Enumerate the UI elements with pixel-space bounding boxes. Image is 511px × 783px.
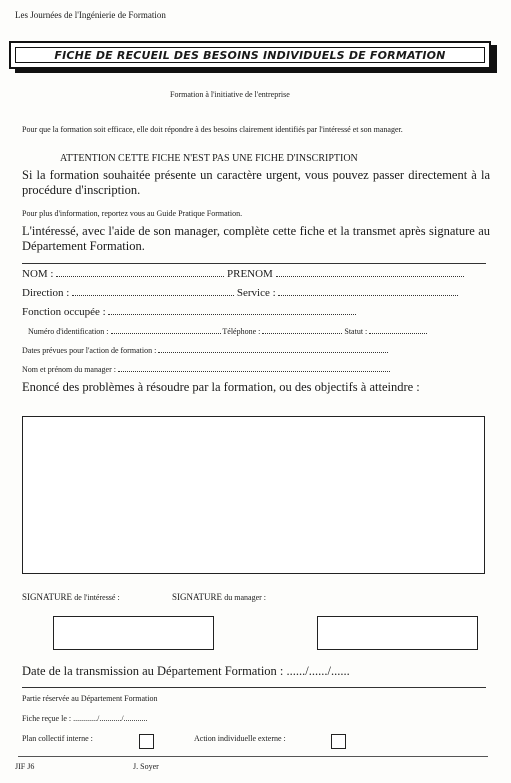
dates-label: Dates prévues pour l'action de formation : [22,346,157,355]
signature-interesse-box[interactable] [53,616,214,650]
service-label: Service : [236,287,276,299]
received-label: Fiche reçue le : [22,714,72,723]
attention-notice: ATTENTION CETTE FICHE N'EST PAS UNE FICHE D'INSCRIPTION [60,153,358,164]
procedure-notice: L'intéressé, avec l'aide de son manager, complète cette fiche et la transmet après signature au Département Formation. [22,224,490,253]
fonction-input-line[interactable] [108,307,356,315]
title-banner [9,41,491,69]
prenom-input-line[interactable] [276,269,464,277]
footer-rule [18,756,488,757]
fonction-field[interactable] [22,306,356,318]
received-field[interactable] [22,714,148,723]
intro-paragraph: Pour que la formation soit efficace, elle doit répondre à des besoins clairement identifiés par l'intéressé et son manager. [22,125,403,134]
transmission-blank[interactable]: ....../....../...... [286,664,350,678]
nom-field[interactable] [22,268,464,280]
transmission-date-field[interactable] [22,664,350,679]
direction-input-line[interactable] [72,288,234,296]
fonction-label: Fonction occupée : [22,306,106,318]
subtitle: Formation à l'initiative de l'entreprise [170,90,290,99]
page-title: FICHE DE RECUEIL DES BESOINS INDIVIDUELS DE FORMATION [15,47,485,63]
transmission-label: Date de la transmission au Département Formation : [22,664,284,678]
problems-textarea[interactable] [22,416,485,574]
running-header: Les Journées de l'Ingénierie de Formation [15,10,166,20]
numero-input-line[interactable] [111,326,221,334]
direction-label: Direction : [22,287,70,299]
problems-label: Enoncé des problèmes à résoudre par la formation, ou des objectifs à atteindre : [22,380,420,394]
individual-label: Action individuelle externe : [194,734,286,743]
collective-label: Plan collectif interne : [22,734,93,743]
footer-author: J. Soyer [133,762,159,771]
reserved-divider [22,687,486,688]
signature-interesse-label: SIGNATURE de l'intéressé : [22,592,120,602]
nom-label: NOM : [22,268,54,280]
service-input-line[interactable] [278,288,458,296]
collective-checkbox[interactable] [139,734,154,749]
urgent-notice: Si la formation souhaitée présente un caractère urgent, vous pouvez passer directement à la procédure d'inscription. [22,168,490,197]
telephone-label: Téléphone : [222,327,261,336]
dates-input-line[interactable] [158,345,388,353]
footer-code: JIF J6 [15,762,35,771]
signature-manager-label: SIGNATURE du manager : [172,592,267,602]
telephone-input-line[interactable] [262,326,342,334]
numero-label: Numéro d'identification : [28,327,109,336]
nom-input-line[interactable] [56,269,224,277]
individual-checkbox[interactable] [331,734,346,749]
reserved-title: Partie réservée au Département Formation [22,694,158,703]
signature-manager-box[interactable] [317,616,478,650]
direction-field[interactable] [22,287,458,299]
manager-name-field[interactable] [22,364,390,374]
received-blank[interactable]: ............/.........../............ [73,714,148,723]
id-row[interactable] [28,326,427,336]
statut-input-line[interactable] [369,326,427,334]
statut-label: Statut : [344,327,368,336]
prenom-label: PRENOM [226,268,273,280]
manager-name-label: Nom et prénom du manager : [22,365,116,374]
dates-field[interactable] [22,345,388,355]
manager-name-input-line[interactable] [118,364,390,372]
info-notice: Pour plus d'information, reportez vous au Guide Pratique Formation. [22,209,243,218]
section-divider [22,263,486,264]
